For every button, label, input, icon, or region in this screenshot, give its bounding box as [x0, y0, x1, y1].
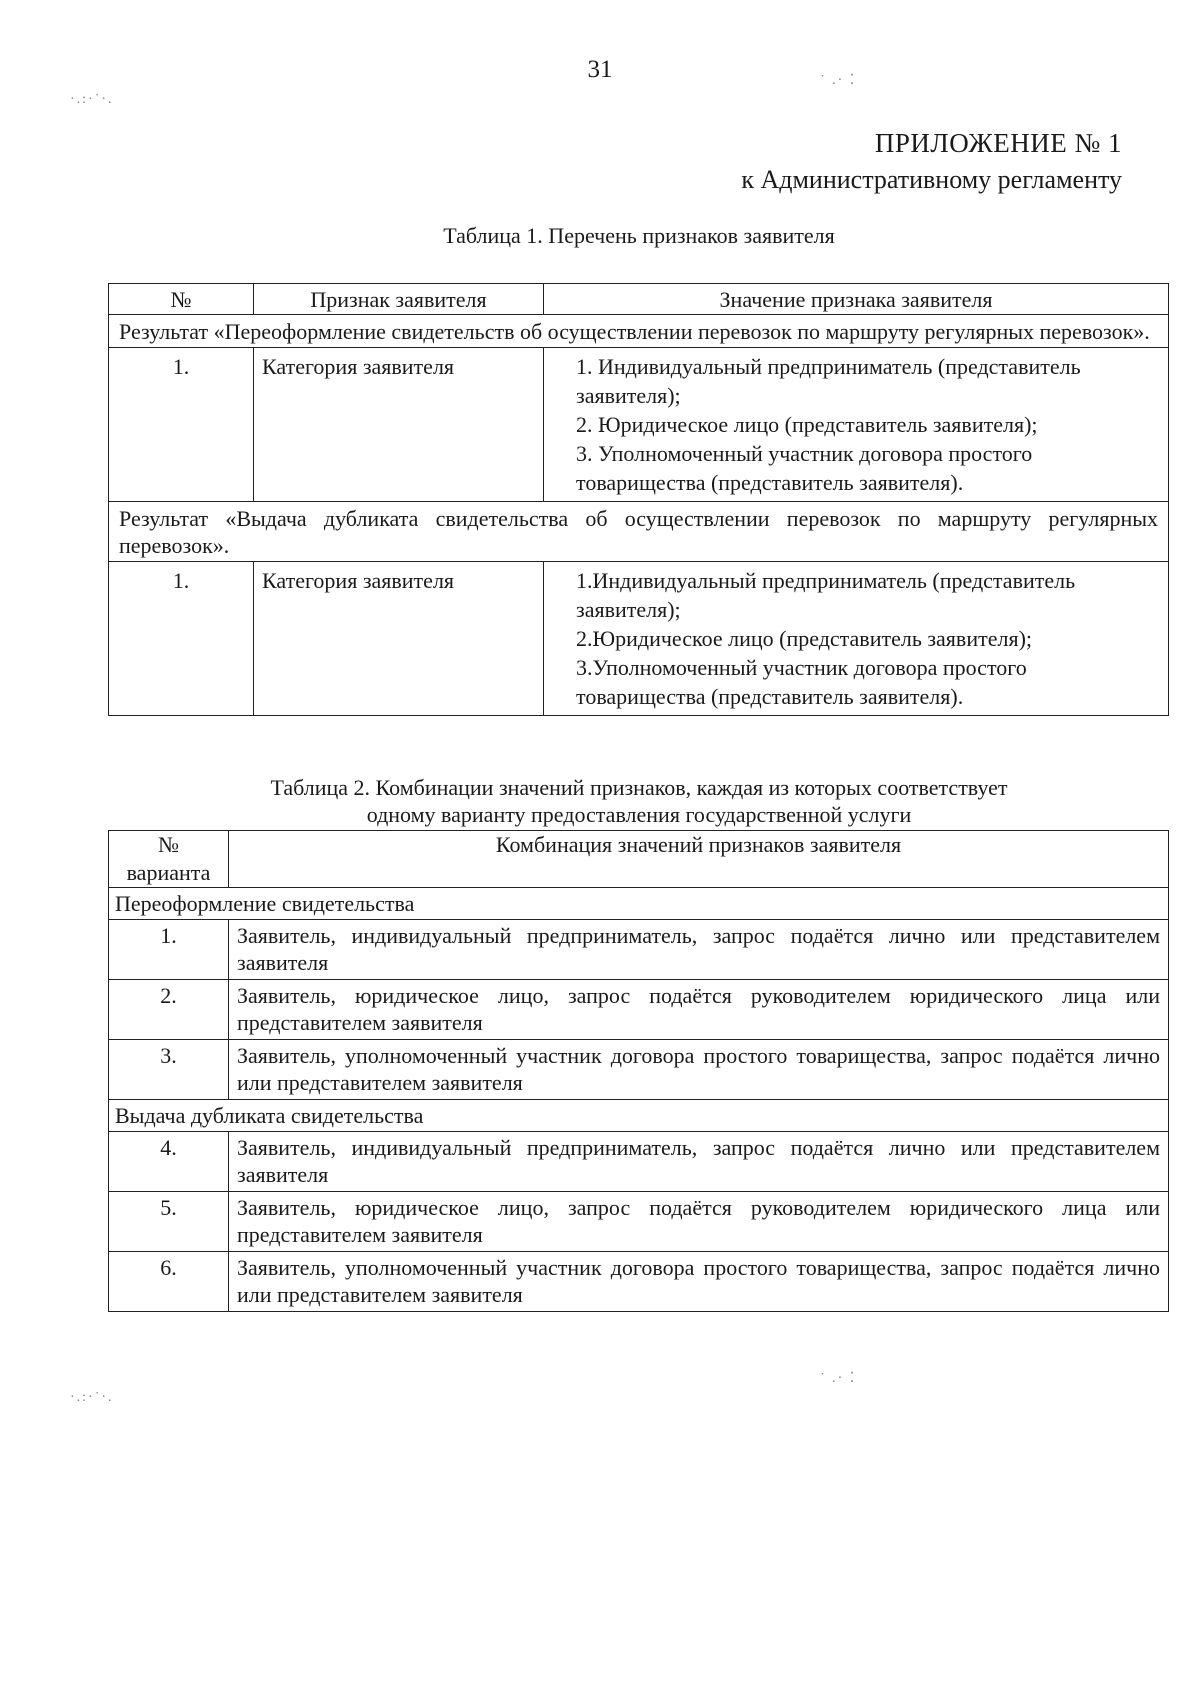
group-row — [109, 1100, 1169, 1132]
variant-combination: Заявитель, индивидуальный предприниматель, запрос подаётся лично или представителем заявителя — [229, 1132, 1169, 1192]
section-result-row — [109, 315, 1169, 348]
section-result-text: Результат «Переоформление свидетельств об осуществлении перевозок по маршруту регулярных перевозок». — [109, 315, 1169, 348]
column-header-value: Значение признака заявителя — [544, 284, 1169, 315]
variant-number: 5. — [109, 1192, 229, 1252]
appendix-subtitle: к Административному регламенту — [741, 165, 1122, 194]
column-header-number: № — [109, 284, 254, 315]
row-number: 1. — [109, 562, 254, 716]
variant-combination: Заявитель, уполномоченный участник договора простого товарищества, запрос подаётся лично или представителем заявителя — [229, 1040, 1169, 1100]
variant-number: 4. — [109, 1132, 229, 1192]
column-header-combination: Комбинация значений признаков заявителя — [229, 831, 1169, 888]
variant-number: 6. — [109, 1252, 229, 1312]
row-attribute: Категория заявителя — [254, 562, 544, 716]
variant-combination: Заявитель, юридическое лицо, запрос подаётся руководителем юридического лица или представителем заявителя — [229, 1192, 1169, 1252]
list-item: 3. Уполномоченный участник договора простого товарищества (представитель заявителя). — [576, 441, 1033, 495]
table-header-row — [109, 831, 1169, 888]
table-attribute-combinations — [108, 830, 1169, 1312]
page-number: 31 — [587, 56, 613, 83]
table2-caption-line1: Таблица 2. Комбинации значений признаков, каждая из которых соответствует — [270, 775, 1008, 800]
list-item: 1. Индивидуальный предприниматель (представитель заявителя); — [576, 354, 1081, 408]
group-title: Переоформление свидетельства — [109, 888, 1169, 920]
group-row — [109, 888, 1169, 920]
table-row — [109, 980, 1169, 1040]
scan-speck: ˙ .· ⁚ — [820, 1371, 857, 1386]
section-result-text: Результат «Выдача дубликата свидетельства об осуществлении перевозок по маршруту регулярных перевозок». — [109, 502, 1169, 562]
value-list — [552, 566, 1160, 711]
table-applicant-attributes — [108, 283, 1169, 716]
table-row — [109, 1040, 1169, 1100]
variant-combination: Заявитель, юридическое лицо, запрос подаётся руководителем юридического лица или представителем заявителя — [229, 980, 1169, 1040]
variant-number: 1. — [109, 920, 229, 980]
variant-combination: Заявитель, уполномоченный участник договора простого товарищества, запрос подаётся лично или представителем заявителя — [229, 1252, 1169, 1312]
table-row — [109, 348, 1169, 502]
row-number: 1. — [109, 348, 254, 502]
table-row — [109, 920, 1169, 980]
value-list — [552, 352, 1160, 497]
column-header-attribute: Признак заявителя — [254, 284, 544, 315]
list-item: 2. Юридическое лицо (представитель заявителя); — [576, 412, 1038, 437]
row-attribute: Категория заявителя — [254, 348, 544, 502]
appendix-header — [741, 124, 1122, 198]
group-title: Выдача дубликата свидетельства — [109, 1100, 1169, 1132]
variant-combination: Заявитель, индивидуальный предприниматель, запрос подаётся лично или представителем заявителя — [229, 920, 1169, 980]
column-header-variant-number: № варианта — [109, 831, 229, 888]
table2-caption — [110, 774, 1168, 828]
list-item: 1.Индивидуальный предприниматель (представитель заявителя); — [576, 568, 1076, 622]
list-item: 3.Уполномоченный участник договора простого товарищества (представитель заявителя). — [576, 655, 1027, 709]
variant-number: 2. — [109, 980, 229, 1040]
table-header-row — [109, 284, 1169, 315]
appendix-title: ПРИЛОЖЕНИЕ № 1 — [874, 128, 1122, 158]
row-values — [544, 348, 1169, 502]
scan-speck: ˙ .· ⁚ — [820, 73, 857, 88]
table-row — [109, 562, 1169, 716]
table2-caption-line2: одному варианту предоставления государственной услуги — [366, 802, 912, 827]
table-row — [109, 1192, 1169, 1252]
row-values — [544, 562, 1169, 716]
scan-speck: ·.:·˙·. — [70, 92, 114, 107]
scan-speck: ·.:·˙·. — [70, 1390, 114, 1405]
section-result-row — [109, 502, 1169, 562]
variant-number: 3. — [109, 1040, 229, 1100]
table1-caption: Таблица 1. Перечень признаков заявителя — [443, 223, 835, 248]
list-item: 2.Юридическое лицо (представитель заявителя); — [576, 626, 1033, 651]
table-row — [109, 1132, 1169, 1192]
table-row — [109, 1252, 1169, 1312]
